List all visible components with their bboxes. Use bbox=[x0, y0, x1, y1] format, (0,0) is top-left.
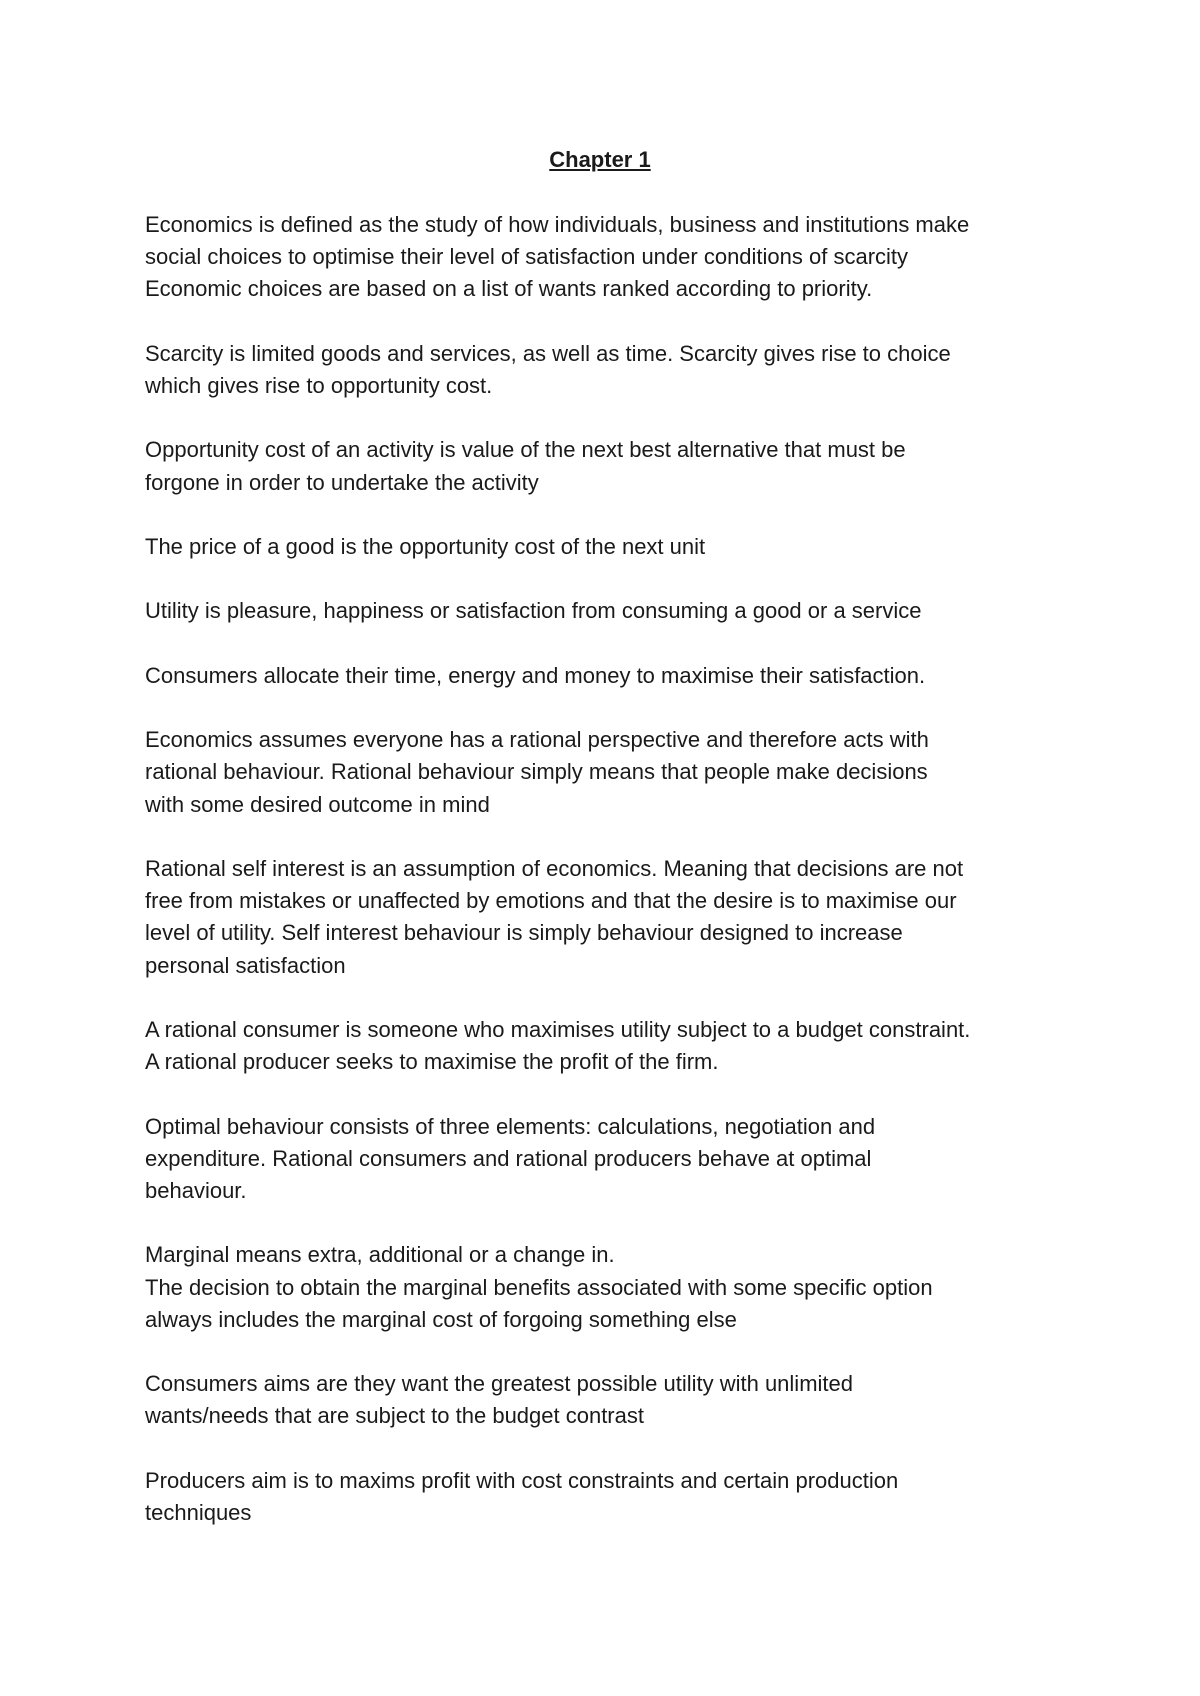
paragraph bbox=[145, 595, 1075, 627]
text-line: always includes the marginal cost of forgoing something else bbox=[145, 1306, 737, 1332]
text-line: Consumers allocate their time, energy and money to maximise their satisfaction. bbox=[145, 662, 926, 688]
paragraph bbox=[145, 853, 1075, 982]
text-line: Consumers aims are they want the greatest possible utility with unlimited bbox=[145, 1371, 853, 1397]
paragraph bbox=[145, 660, 1075, 692]
text-line: personal satisfaction bbox=[145, 952, 346, 978]
text-line: level of utility. Self interest behaviour is simply behaviour designed to increase bbox=[145, 920, 903, 946]
paragraph bbox=[145, 1465, 1075, 1529]
text-line: A rational consumer is someone who maximises utility subject to a budget constraint. bbox=[145, 1016, 971, 1042]
paragraph bbox=[145, 338, 1075, 402]
text-line: Producers aim is to maxims profit with cost constraints and certain production bbox=[145, 1467, 899, 1493]
paragraph bbox=[145, 724, 1075, 821]
paragraph bbox=[145, 1014, 1075, 1078]
paragraph bbox=[145, 434, 1075, 498]
paragraph bbox=[145, 531, 1075, 563]
text-line: rational behaviour. Rational behaviour simply means that people make decisions bbox=[145, 759, 928, 785]
text-line: Scarcity is limited goods and services, as well as time. Scarcity gives rise to choice bbox=[145, 340, 951, 366]
paragraph bbox=[145, 1368, 1075, 1432]
text-line: which gives rise to opportunity cost. bbox=[145, 373, 493, 398]
text-line: Utility is pleasure, happiness or satisfaction from consuming a good or a service bbox=[145, 598, 922, 624]
text-line: Economic choices are based on a list of wants ranked according to priority. bbox=[145, 276, 873, 302]
text-line: wants/needs that are subject to the budget contrast bbox=[145, 1403, 644, 1429]
text-line: Rational self interest is an assumption of economics. Meaning that decisions are not bbox=[145, 855, 964, 881]
document-body bbox=[145, 209, 1075, 1561]
text-line: The price of a good is the opportunity cost of the next unit bbox=[145, 533, 706, 559]
text-line: Opportunity cost of an activity is value of the next best alternative that must be bbox=[145, 437, 906, 463]
text-line: behaviour. bbox=[145, 1177, 247, 1203]
text-line: Economics assumes everyone has a rational perspective and therefore acts with bbox=[145, 727, 929, 753]
text-line: expenditure. Rational consumers and rational producers behave at optimal bbox=[145, 1145, 872, 1171]
text-line: forgone in order to undertake the activity bbox=[145, 469, 539, 495]
text-line: Economics is defined as the study of how individuals, business and institutions make bbox=[145, 212, 970, 237]
text-line: Optimal behaviour consists of three elements: calculations, negotiation and bbox=[145, 1113, 876, 1139]
paragraph bbox=[145, 209, 1075, 306]
paragraph bbox=[145, 1239, 1075, 1336]
paragraph bbox=[145, 1111, 1075, 1208]
text-line: free from mistakes or unaffected by emotions and that the desire is to maximise our bbox=[145, 888, 957, 914]
text-line: The decision to obtain the marginal benefits associated with some specific option bbox=[145, 1274, 933, 1300]
text-line: A rational producer seeks to maximise the profit of the firm. bbox=[145, 1049, 719, 1075]
text-line: social choices to optimise their level of satisfaction under conditions of scarcity bbox=[145, 244, 909, 270]
text-line: with some desired outcome in mind bbox=[145, 791, 490, 817]
page-title: Chapter 1 bbox=[549, 147, 651, 172]
text-line: Marginal means extra, additional or a change in. bbox=[145, 1242, 615, 1268]
text-line: techniques bbox=[145, 1499, 252, 1525]
